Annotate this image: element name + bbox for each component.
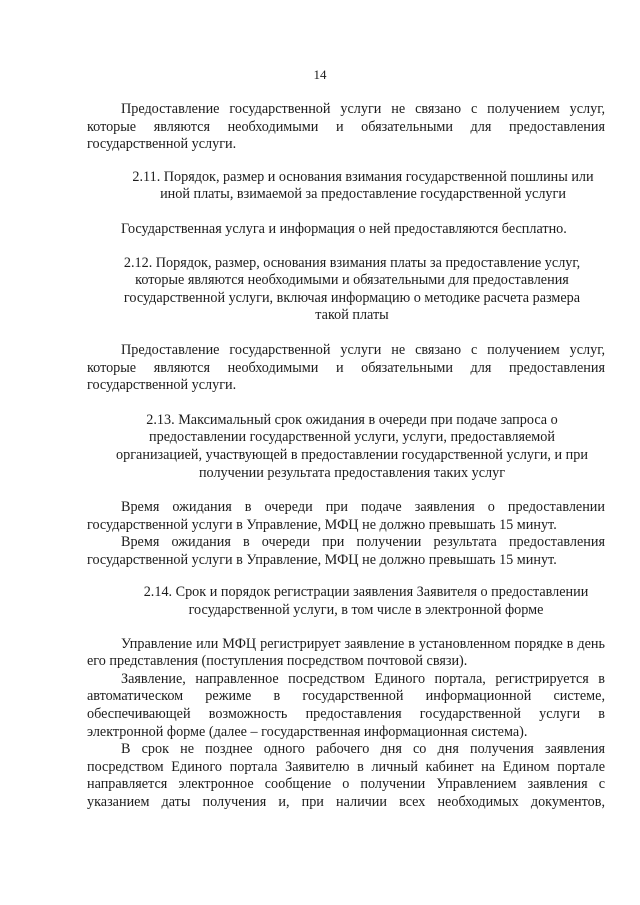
paragraph: Предоставление государственной услуги не связано с получением услуг, которые являются необходимыми и обязательными для предоставления государственной услуги. [87,341,605,394]
paragraph: Заявление, направленное посредством Единого портала, регистрируется в автоматическом режиме в государственной информационной системе, обеспечивающей возможность предоставления государственной услуги в электронной форме (далее – государственная информационная система). [87,670,605,740]
paragraph: Время ожидания в очереди при подаче заявления о предоставлении государственной услуги в Управление, МФЦ не должно превышать 15 минут. [87,499,605,533]
paragraph: Управление или МФЦ регистрирует заявление в установленном порядке в день его представления (поступления посредством почтовой связи). [87,635,605,670]
page-number: 14 [313,67,327,82]
section-heading-2-11: 2.11. Порядок, размер и основания взимания государственной пошлины или иной платы, взимаемой за предоставление государственной услуги [132,168,594,203]
section-heading-2-12: 2.12. Порядок, размер, основания взимания платы за предоставление услуг, которые являются необходимыми и обязательными для предоставления государственной услуги, включая информацию о методике расчета размера такой платы [123,254,581,324]
section-heading-2-14: 2.14. Срок и порядок регистрации заявления Заявителя о предоставлении государственной услуги, в том числе в электронной форме [143,584,589,619]
paragraph: Предоставление государственной услуги не связано с получением услуг, которые являются необходимыми и обязательными для предоставления государственной услуги. [87,101,605,153]
paragraph: Государственная услуга и информация о ней предоставляются бесплатно. [121,220,567,237]
document-body [87,101,605,812]
paragraph: Время ожидания в очереди при получении результата предоставления государственной услуги в Управление, МФЦ не должно превышать 15 минут. [87,534,605,568]
paragraph: В срок не позднее одного рабочего дня со дня получения заявления посредством Единого портала Заявителю в личный кабинет на Едином портале направляется электронное сообщение о получении Управлением заявления с указанием даты получения и, при наличии всех необходимых документов, [87,741,605,810]
section-heading-2-13: 2.13. Максимальный срок ожидания в очереди при подаче запроса о предоставлении государственной услуги, услуги, предоставляемой организацией, участвующей в предоставлении государственной услуги, и при получении результата предоставления таких услуг [116,411,588,481]
